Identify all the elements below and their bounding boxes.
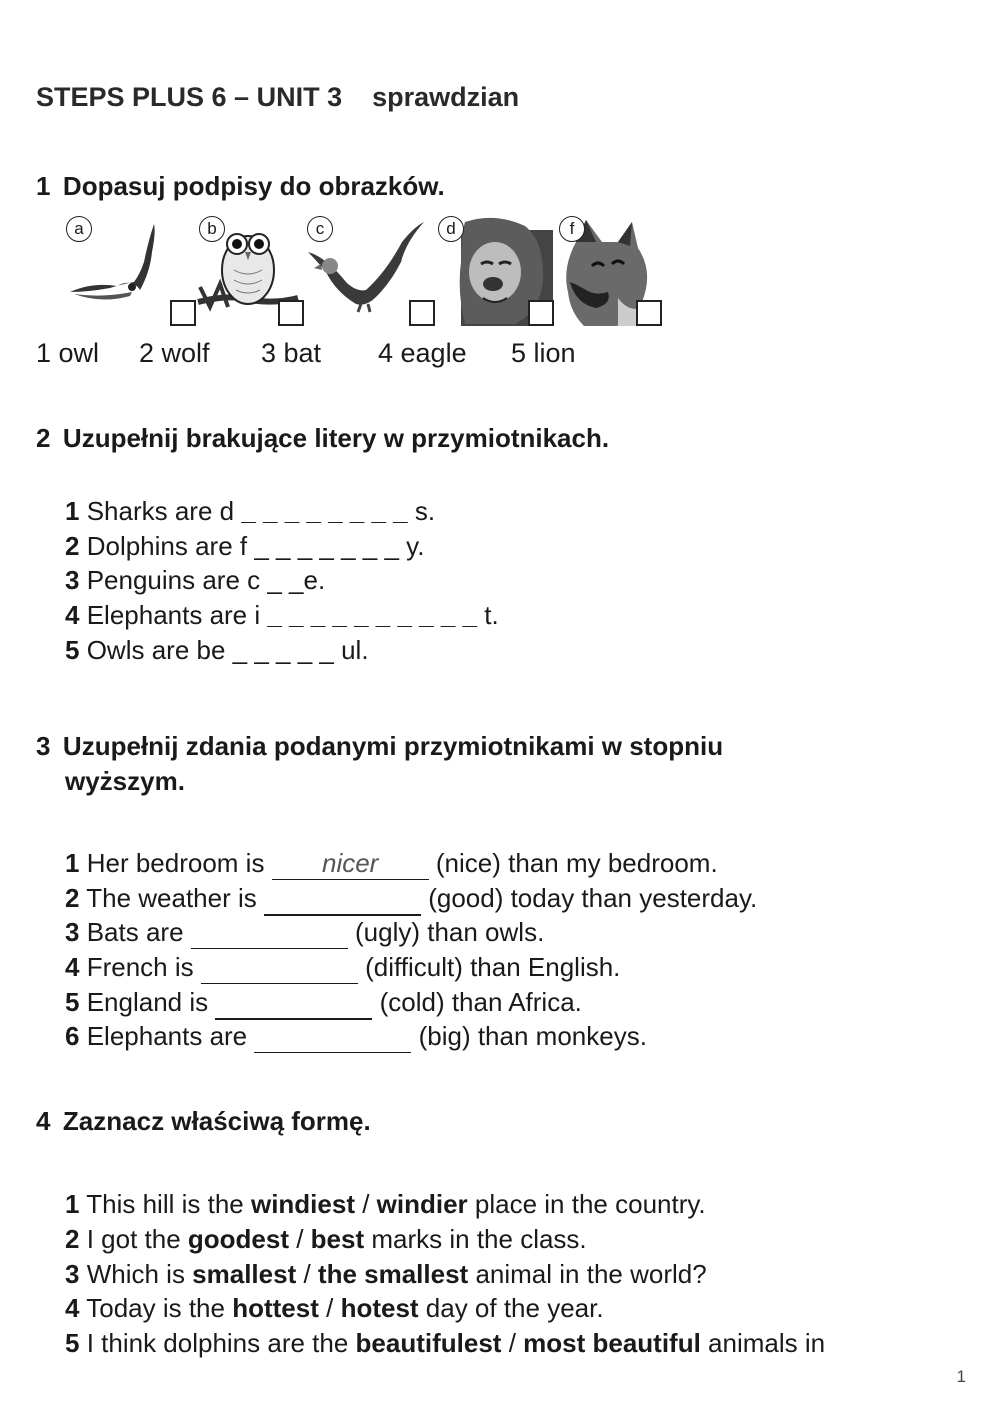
answer-field[interactable] bbox=[215, 987, 372, 1020]
s2-item-3: 3 Penguins are c _ _e. bbox=[65, 565, 326, 595]
picture-label-c: c bbox=[307, 216, 333, 242]
s2-item-2: 2 Dolphins are f _ _ _ _ _ _ _ y. bbox=[65, 531, 425, 561]
s4-item-2: 2 I got the goodest / best marks in the class. bbox=[65, 1224, 587, 1254]
picture-label-f: f bbox=[559, 216, 585, 242]
section-number: 4 bbox=[36, 1106, 51, 1136]
letter-blank[interactable]: _ _ bbox=[267, 565, 304, 595]
option-2[interactable]: windier bbox=[376, 1189, 468, 1219]
section2-heading bbox=[36, 423, 609, 454]
option-1[interactable]: beautifulest bbox=[355, 1328, 502, 1358]
word-bat: 3 bat bbox=[261, 338, 322, 368]
section-title: Uzupełnij brakujące litery w przymiotnikach. bbox=[62, 423, 610, 453]
option-1[interactable]: windiest bbox=[250, 1189, 355, 1219]
word-eagle: 4 eagle bbox=[378, 338, 467, 368]
section-number: 3 bbox=[36, 731, 51, 761]
answer-field[interactable] bbox=[264, 883, 421, 916]
subtitle-text: sprawdzian bbox=[372, 82, 520, 112]
section-number: 2 bbox=[36, 423, 51, 453]
s2-item-4: 4 Elephants are i _ _ _ _ _ _ _ _ _ _ t. bbox=[65, 600, 499, 630]
s4-item-4: 4 Today is the hottest / hotest day of the year. bbox=[65, 1293, 604, 1323]
option-1[interactable]: goodest bbox=[187, 1224, 289, 1254]
section-number: 1 bbox=[36, 171, 51, 201]
s2-item-1: 1 Sharks are d _ _ _ _ _ _ _ _ s. bbox=[65, 496, 436, 526]
title-text: STEPS PLUS 6 – UNIT 3 bbox=[36, 82, 343, 112]
answer-box-d[interactable] bbox=[528, 300, 554, 326]
option-1[interactable]: hottest bbox=[232, 1293, 319, 1323]
s4-item-1: 1 This hill is the windiest / windier place in the country. bbox=[65, 1189, 706, 1219]
section-title: Uzupełnij zdania podanymi przymiotnikami w stopniu bbox=[62, 731, 724, 761]
answer-box-a[interactable] bbox=[170, 300, 196, 326]
word-lion: 5 lion bbox=[511, 338, 576, 368]
section4-heading bbox=[36, 1106, 371, 1137]
section-title-cont: wyższym. bbox=[65, 766, 185, 796]
answer-box-b[interactable] bbox=[278, 300, 304, 326]
s4-item-5: 5 I think dolphins are the beautifulest / most beautiful animals in bbox=[65, 1328, 826, 1358]
s4-item-3: 3 Which is smallest / the smallest animal in the world? bbox=[65, 1259, 707, 1289]
answer-field[interactable] bbox=[191, 917, 348, 949]
s2-item-5: 5 Owls are be _ _ _ _ _ ul. bbox=[65, 635, 369, 665]
option-2[interactable]: best bbox=[310, 1224, 365, 1254]
option-2[interactable]: hotest bbox=[340, 1293, 419, 1323]
s3-item-4: 4 French is (difficult) than English. bbox=[65, 952, 621, 982]
answer-field[interactable]: nicer bbox=[272, 848, 429, 880]
answer-field[interactable] bbox=[254, 1021, 411, 1053]
letter-blank[interactable]: _ _ _ _ _ bbox=[232, 635, 334, 665]
s3-item-1: 1 Her bedroom is nicer (nice) than my bedroom. bbox=[65, 848, 718, 878]
letter-blank[interactable]: _ _ _ _ _ _ _ _ _ _ bbox=[267, 600, 477, 630]
option-2[interactable]: the smallest bbox=[317, 1259, 469, 1289]
picture-label-d: d bbox=[438, 216, 464, 242]
picture-label-b: b bbox=[199, 216, 225, 242]
section-title: Dopasuj podpisy do obrazków. bbox=[62, 171, 445, 201]
s3-item-2: 2 The weather is (good) today than yesterday. bbox=[65, 883, 757, 916]
page-number: 1 bbox=[956, 1367, 966, 1386]
answer-box-f[interactable] bbox=[636, 300, 662, 326]
s3-item-3: 3 Bats are (ugly) than owls. bbox=[65, 917, 545, 947]
answer-box-c[interactable] bbox=[409, 300, 435, 326]
section3-heading bbox=[36, 731, 723, 762]
page-title bbox=[36, 82, 519, 113]
s3-item-5: 5 England is (cold) than Africa. bbox=[65, 987, 582, 1020]
letter-blank[interactable]: _ _ _ _ _ _ _ _ bbox=[241, 496, 408, 526]
answer-field[interactable] bbox=[201, 952, 358, 984]
option-2[interactable]: most beautiful bbox=[523, 1328, 701, 1358]
word-owl: 1 owl bbox=[36, 338, 100, 368]
word-wolf: 2 wolf bbox=[139, 338, 210, 368]
section1-heading bbox=[36, 171, 445, 202]
option-1[interactable]: smallest bbox=[192, 1259, 297, 1289]
letter-blank[interactable]: _ _ _ _ _ _ _ bbox=[254, 531, 399, 561]
section-title: Zaznacz właściwą formę. bbox=[62, 1106, 371, 1136]
s3-item-6: 6 Elephants are (big) than monkeys. bbox=[65, 1021, 647, 1051]
picture-label-a: a bbox=[66, 216, 92, 242]
